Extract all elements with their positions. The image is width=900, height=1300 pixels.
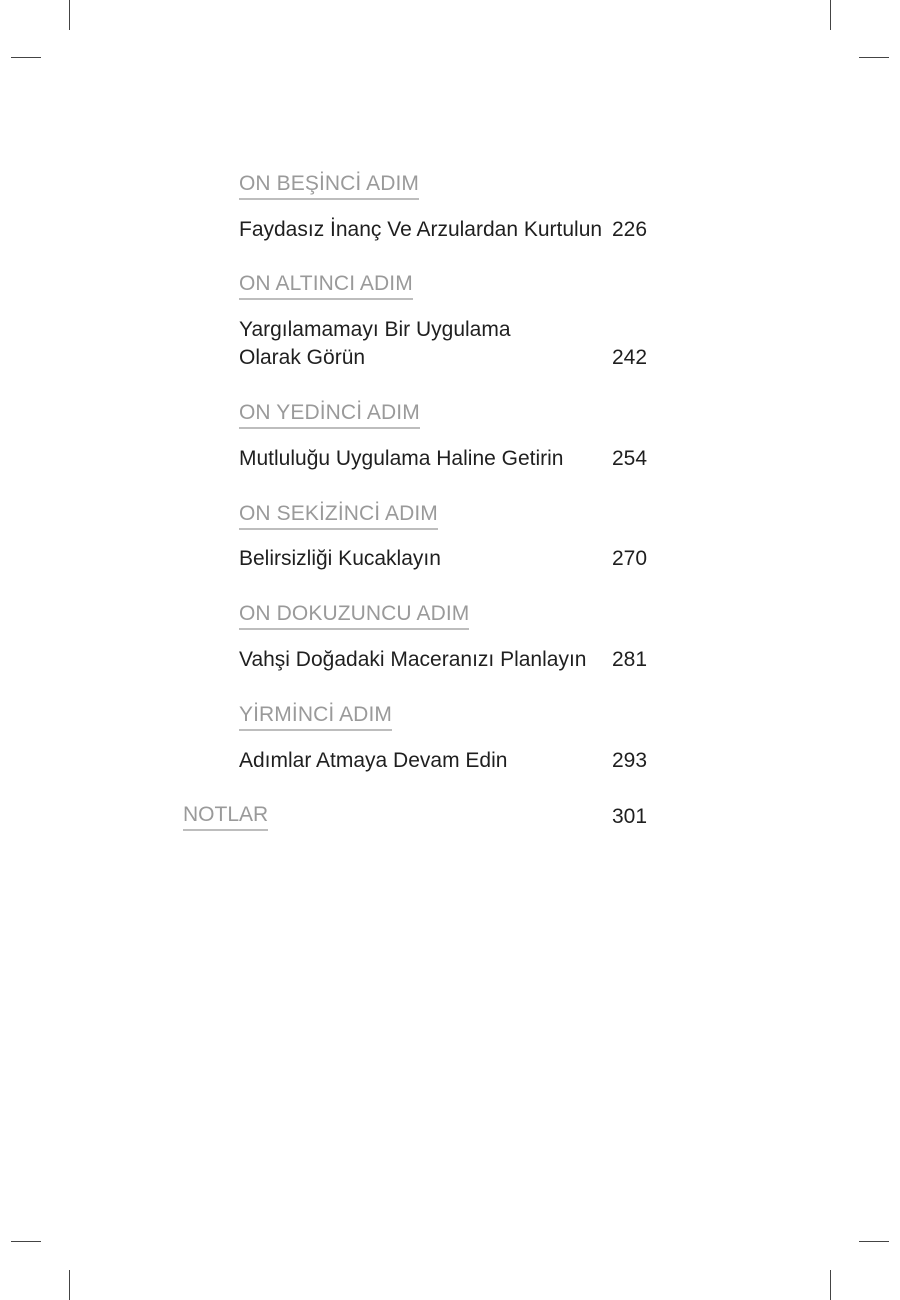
crop-mark-bottom-left-horizontal xyxy=(11,1241,41,1242)
entry-title-line-1: Yargılamamayı Bir Uygulama xyxy=(239,318,511,341)
entry-title: Vahşi Doğadaki Maceranızı Planlayın xyxy=(239,648,587,671)
entry-page-number: 242 xyxy=(612,346,648,369)
section-heading: ON SEKİZİNCİ ADIM xyxy=(239,502,438,530)
crop-mark-top-left-vertical xyxy=(69,0,70,30)
entry-title-line-2: Olarak Görün xyxy=(239,346,366,369)
entry-page-number: 281 xyxy=(612,648,648,671)
section-heading: ON DOKUZUNCU ADIM xyxy=(239,602,469,630)
crop-mark-top-right-horizontal xyxy=(859,57,889,58)
section-heading: YİRMİNCİ ADIM xyxy=(239,703,392,731)
entry-page-number: 254 xyxy=(612,447,648,470)
entry-page-number: 226 xyxy=(612,218,648,241)
notes-page-number: 301 xyxy=(612,805,648,828)
entry-title: Belirsizliği Kucaklayın xyxy=(239,547,441,570)
entry-page-number: 293 xyxy=(612,749,648,772)
notes-heading: NOTLAR xyxy=(183,803,268,831)
crop-mark-top-left-horizontal xyxy=(11,57,41,58)
entry-page-number: 270 xyxy=(612,547,648,570)
crop-mark-bottom-right-horizontal xyxy=(859,1241,889,1242)
section-heading: ON ALTINCI ADIM xyxy=(239,272,413,300)
section-heading: ON BEŞİNCİ ADIM xyxy=(239,172,419,200)
crop-mark-top-right-vertical xyxy=(830,0,831,30)
section-heading: ON YEDİNCİ ADIM xyxy=(239,401,420,429)
entry-title: Faydasız İnanç Ve Arzulardan Kurtulun xyxy=(239,218,603,241)
crop-mark-bottom-right-vertical xyxy=(830,1270,831,1300)
entry-title: Adımlar Atmaya Devam Edin xyxy=(239,749,508,772)
entry-title: Mutluluğu Uygulama Haline Getirin xyxy=(239,447,564,470)
crop-mark-bottom-left-vertical xyxy=(69,1270,70,1300)
